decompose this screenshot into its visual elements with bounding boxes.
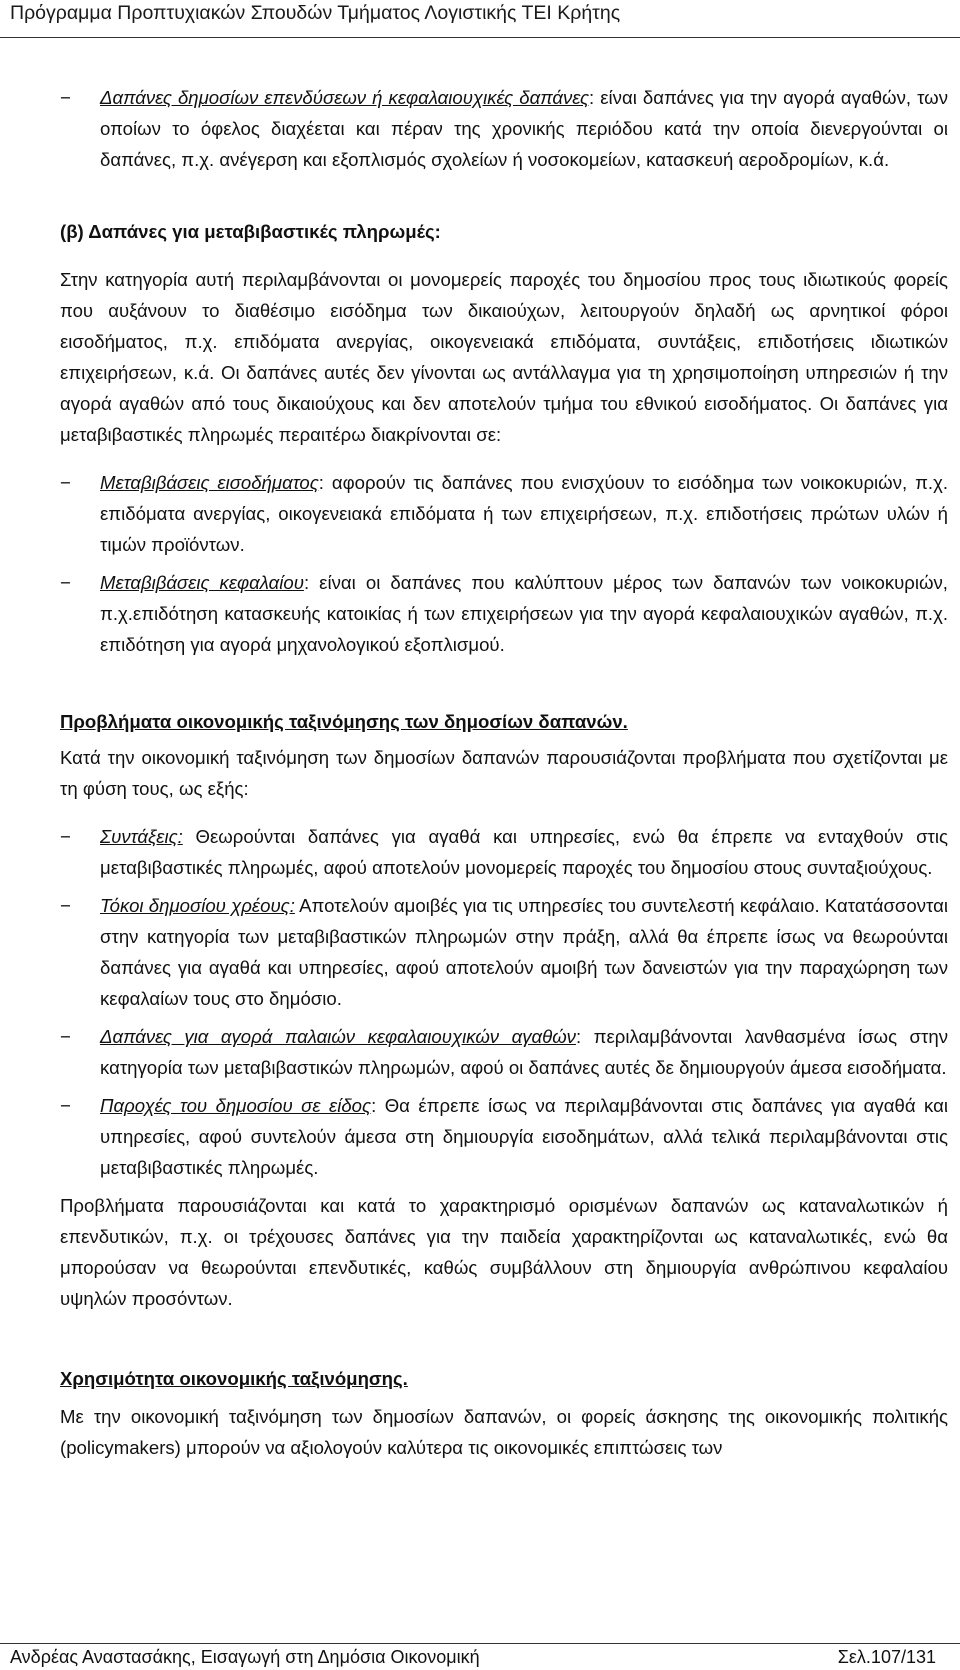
bullet-text: : είναι δαπάνες για την αγορά αγαθών, των οποίων το όφελος διαχέεται και πέραν της χρονικής περιόδου κατά την οποία διενεργούνται οι δαπάνες, π.χ. ανέγερση και εξοπλισμός σχολείων ή νοσοκομείων, κατασκευή αεροδρομίων, κ.ά. [100,87,948,170]
bullet-dash: − [60,1026,71,1047]
bullet-dash: − [60,472,71,493]
section-b-paragraph: Στην κατηγορία αυτή περιλαμβάνονται οι μονομερείς παροχές του δημοσίου προς τους ιδιωτικούς φορείς που αυξάνουν το διαθέσιμο εισόδημα των δικαιούχων, λειτουργούν δηλαδή ως αρνητικοί φόροι εισοδήματος, π.χ. επιδόματα ανεργίας, οικογενειακά επιδόματα, συντάξεις, επιδοτήσεις ιδιωτικών επιχειρήσεων, κ.ά. Οι δαπάνες αυτές δεν γίνονται ως αντάλλαγμα για τη χρησιμοποίηση υπηρεσιών ή την αγορά αγαθών από τους δικαιούχους και δεν αποτελούν τμήμα του εθνικού εισοδήματος. Οι δαπάνες για μεταβιβαστικές πληρωμές περαιτέρω διακρίνονται σε: [60,269,948,445]
bullet-public-debt-interest [60,890,948,1014]
page-number: Σελ.107/131 [837,1647,936,1667]
bullet-dash: − [60,87,71,108]
footer-divider [0,1643,960,1644]
bullet-term: Μεταβιβάσεις εισοδήματος [100,472,319,493]
bullet-dash: − [60,826,71,847]
footer-author: Ανδρέας Αναστασάκης, Εισαγωγή στη Δημόσια Οικονομική [10,1647,480,1667]
page-footer [0,1643,960,1670]
bullet-capital-transfers [60,567,948,660]
header-title: Πρόγραμμα Προπτυχιακών Σπουδών Τμήματος Λογιστικής ΤΕΙ Κρήτης [10,2,621,24]
bullet-text: : περιλαμβάνονται λανθασμένα ίσως στην κατηγορία των μεταβιβαστικών πληρωμών, αφού οι δαπάνες αυτές δε δημιουργούν άμεσα εισοδήματα. [100,1026,948,1078]
bullet-term: Συντάξεις: [100,826,183,847]
bullet-old-capital-goods [60,1021,948,1083]
page-content [60,82,948,1463]
header-divider [0,37,960,38]
bullet-in-kind-benefits [60,1090,948,1183]
bullet-text: : Θα έπρεπε ίσως να περιλαμβάνονται στις δαπάνες για αγαθά και υπηρεσίες, αφού συντελούν άμεσα στη δημιουργία εισοδημάτων, αλλά τελικά περιλαμβάνονται στις μεταβιβαστικές πληρωμές. [100,1095,948,1178]
bullet-dash: − [60,572,71,593]
bullet-term: Δαπάνες δημοσίων επενδύσεων ή κεφαλαιουχικές δαπάνες [100,87,590,108]
usefulness-paragraph: Με την οικονομική ταξινόμηση των δημοσίων δαπανών, οι φορείς άσκησης της οικονομικής πολιτικής (policymakers) μπορούν να αξιολογούν καλύτερα τις οικονομικές επιπτώσεις των [60,1406,948,1458]
problems-closing-paragraph: Προβλήματα παρουσιάζονται και κατά το χαρακτηρισμό ορισμένων δαπανών ως καταναλωτικών ή επενδυτικών, π.χ. οι τρέχουσες δαπάνες για την παιδεία χαρακτηρίζονται ως καταναλωτικές, ενώ θα μπορούσαν να θεωρούνται επενδυτικές, καθώς συμβάλλουν στη δημιουργία ανθρώπινου κεφαλαίου υψηλών προσόντων. [60,1195,948,1309]
bullet-investment-expenditure [60,82,948,175]
bullet-dash: − [60,895,71,916]
bullet-pensions [60,821,948,883]
bullet-income-transfers [60,467,948,560]
bullet-term: Δαπάνες για αγορά παλαιών κεφαλαιουχικών αγαθών [100,1026,576,1047]
bullet-text: : είναι οι δαπάνες που καλύπτουν μέρος των δαπανών των νοικοκυριών, π.χ.επιδότηση κατασκευής κατοικίας ή των επιχειρήσεων για την αγορά κεφαλαιουχικών αγαθών, π.χ. επιδότηση για αγορά μηχανολογικού εξοπλισμού. [100,572,948,655]
section-b-heading: (β) Δαπάνες για μεταβιβαστικές πληρωμές: [60,221,441,242]
bullet-term: Τόκοι δημοσίου χρέους: [100,895,295,916]
bullet-text: Θεωρούνται δαπάνες για αγαθά και υπηρεσίες, ενώ θα έπρεπε να ενταχθούν στις μεταβιβαστικές πληρωμές, αφού αποτελούν μονομερείς παροχές του δημοσίου στους συνταξιούχους. [100,826,948,878]
bullet-text: : αφορούν τις δαπάνες που ενισχύουν το εισόδημα των νοικοκυριών, π.χ. επιδόματα ανεργίας, οικογενειακά επιδόματα ή των επιχειρήσεων, π.χ. επιδοτήσεις πρώτων υλών ή τιμών προϊόντων. [100,472,949,555]
bullet-dash: − [60,1095,71,1116]
problems-intro: Κατά την οικονομική ταξινόμηση των δημοσίων δαπανών παρουσιάζονται προβλήματα που σχετίζονται με τη φύση τους, ως εξής: [60,747,948,799]
page-header [0,0,960,40]
bullet-term: Παροχές του δημοσίου σε είδος [100,1095,372,1116]
usefulness-heading: Χρησιμότητα οικονομικής ταξινόμησης. [60,1368,408,1389]
bullet-text: Αποτελούν αμοιβές για τις υπηρεσίες του συντελεστή κεφάλαιο. Κατατάσσονται στην κατηγορία των μεταβιβαστικών πληρωμών στην πράξη, αλλά θα έπρεπε ίσως να θεωρούνται δαπάνες για αγαθά και υπηρεσίες, αφού αποτελούν αμοιβή των δανειστών για την παραχώρηση των κεφαλαίων τους στο δημόσιο. [100,895,949,1009]
bullet-term: Μεταβιβάσεις κεφαλαίου [100,572,304,593]
problems-heading: Προβλήματα οικονομικής ταξινόμησης των δημοσίων δαπανών. [60,711,628,732]
